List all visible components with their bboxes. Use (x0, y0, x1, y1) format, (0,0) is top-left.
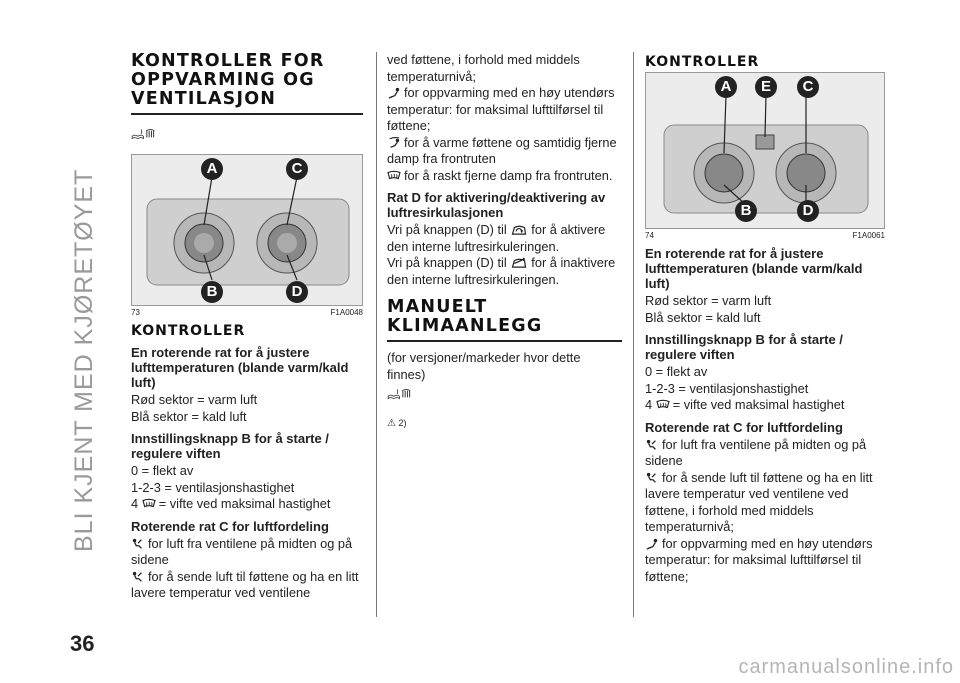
heading-a: En roterende rat for å justere lufttemperaturen (blande varm/kald luft) (131, 345, 349, 390)
book-fan-icon (387, 387, 421, 401)
text-d1: Vri på knappen (D) til for å aktivere den interne luftresirkuleringen. (387, 222, 606, 254)
feet-defrost-icon (387, 137, 401, 149)
face-feet-icon (645, 472, 659, 484)
heading-c: Roterende rat C for luftfordeling (645, 419, 843, 435)
text-c3: for oppvarming med en høy utendørs temperatur: for maksimal lufttilførsel til føttene; (645, 535, 873, 584)
callout-c: C (291, 160, 303, 177)
text-d2: Vri på knappen (D) til for å inaktivere den interne luftresirkuleringen. (387, 255, 616, 287)
callout-b: B (206, 283, 218, 300)
figure-caption: 74 F1A0061 (645, 231, 885, 240)
face-vent-icon (131, 538, 145, 550)
text-versions: (for versjoner/markeder hvor dette finnes) (387, 350, 581, 382)
text-feet: for oppvarming med en høy utendørs temperatur: for maksimal lufttilførsel til føttene; (387, 85, 615, 133)
figure-caption: 73 F1A0048 (131, 308, 363, 317)
defrost-icon (656, 399, 670, 411)
subsection-title: KONTROLLER (645, 54, 760, 70)
callout-e: E (760, 78, 771, 95)
text-123: 1-2-3 = ventilasjonshastighet (131, 479, 295, 495)
feet-icon (387, 87, 401, 99)
title-rule (131, 113, 363, 115)
warning-icon: ⚠ (387, 418, 396, 429)
section-title: MANUELT KLIMAANLEGG (387, 297, 543, 336)
heater-panel-illustration (132, 155, 363, 305)
text-0: 0 = flekt av (645, 364, 708, 379)
recirculation-on-icon (510, 223, 528, 236)
recirculation-off-icon (510, 256, 528, 269)
column-2 (387, 52, 622, 429)
column-3 (645, 52, 885, 585)
text-c1: for luft fra ventilene på midten og på sidene (645, 436, 867, 468)
book-fan-icon (131, 127, 165, 141)
warning-note: ⚠ 2) (387, 418, 407, 429)
text-c1: for luft fra ventilene på midten og på sidene (131, 535, 353, 567)
text-4: 4 = vifte ved maksimal hastighet (131, 496, 331, 511)
text-123: 1-2-3 = ventilasjonshastighet (645, 380, 809, 396)
page-number: 36 (70, 631, 95, 656)
text-defrost: for å raskt fjerne damp fra frontruten. (387, 168, 622, 185)
heading-a: En roterende rat for å justere lufttemperaturen (blande varm/kald luft) (645, 246, 863, 291)
figure-73 (131, 154, 363, 306)
title-rule (387, 340, 622, 342)
footer-watermark: carmanualsonline.info (738, 656, 954, 678)
defrost-icon (387, 170, 401, 182)
face-feet-icon (131, 571, 145, 583)
callout-d: D (291, 283, 303, 300)
callout-c: C (802, 78, 814, 95)
face-vent-icon (645, 439, 659, 451)
text-blue: Blå sektor = kald luft (131, 408, 247, 424)
text-c2: for å sende luft til føttene og ha en litt lavere temperatur ved ventilene ved føttene, i forhold med middels temperaturnivå; (645, 469, 873, 534)
side-title: BLI KJENT MED KJØRETØYET (70, 168, 98, 552)
section-title: KONTROLLER FOR OPPVARMING OG VENTILASJON (131, 51, 325, 109)
column-divider (633, 52, 634, 617)
text-cont: ved føttene, i forhold med middels temperaturnivå; (387, 52, 580, 84)
text-feet-defrost: for å varme føttene og samtidig fjerne damp fra frontruten (387, 134, 617, 166)
heading-d: Rat D for aktivering/deaktivering av luftresirkulasjonen (387, 190, 606, 220)
text-red: Rød sektor = varm luft (131, 392, 258, 407)
callout-b: B (740, 202, 752, 219)
column-1 (131, 52, 363, 602)
feet-icon (645, 538, 659, 550)
text-4: 4 = vifte ved maksimal hastighet (645, 397, 845, 412)
text-0: 0 = flekt av (131, 463, 194, 478)
defrost-icon (142, 498, 156, 510)
text-c2: for å sende luft til føttene og ha en litt lavere temperatur ved ventilene (131, 568, 359, 600)
callout-a: A (206, 160, 218, 177)
text-blue: Blå sektor = kald luft (645, 309, 761, 325)
callout-a: A (720, 78, 732, 95)
heading-c: Roterende rat C for luftfordeling (131, 518, 329, 534)
callout-d: D (802, 202, 814, 219)
text-red: Rød sektor = varm luft (645, 293, 772, 308)
heading-b: Innstillingsknapp B for å starte / regulere viften (645, 332, 843, 362)
heading-b: Innstillingsknapp B for å starte / regulere viften (131, 431, 329, 461)
column-divider (376, 52, 377, 617)
climate-panel-illustration (646, 73, 885, 228)
figure-74 (645, 72, 885, 229)
subsection-title: KONTROLLER (131, 323, 246, 339)
